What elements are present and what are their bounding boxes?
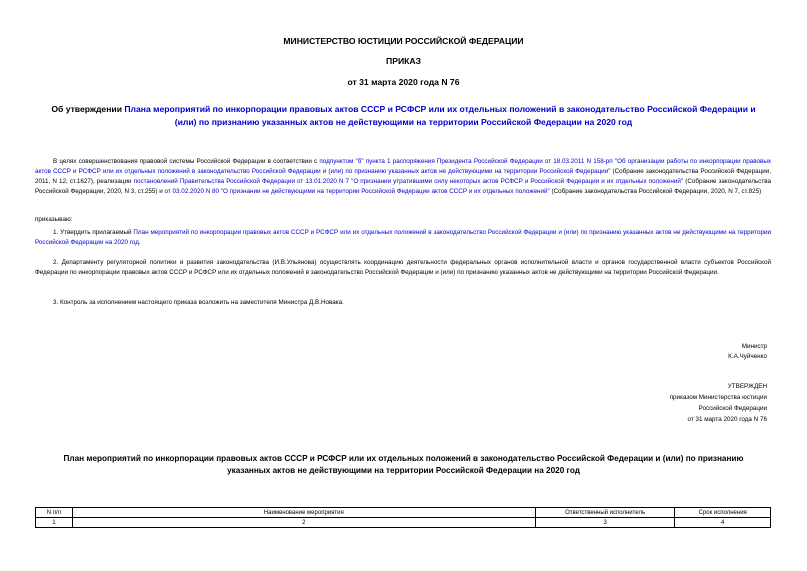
column-header: N п/п — [36, 508, 73, 518]
order-item-3: 3. Контроль за исполнением настоящего приказа возложить на заместителя Министра Д.В.Новака. — [53, 299, 344, 306]
item-1-plan-link[interactable]: План мероприятий по инкорпорации правовых актов СССР и РСФСР или их отдельных положений в законодательство Российской Федерации и (или) по признанию указанных актов не действующими на территории Российской Федерации на 2020 год — [35, 229, 772, 246]
item-1-prefix: 1. Утвердить прилагаемый — [53, 229, 134, 236]
column-header: Ответственный исполнитель — [535, 508, 675, 518]
signatory-name: К.А.Чуйченко — [728, 353, 767, 360]
preamble-text-2: (Собрание законодательства Российской Федерации, 2011, N 12, ст.1627), реализации — [35, 168, 771, 185]
preamble-text-1: В целях совершенствования правовой системы Российской Федерации в соответствии с — [53, 158, 320, 165]
subject-prefix: Об утверждении — [51, 104, 125, 114]
table-cell: 1 — [36, 518, 73, 528]
order-word: приказываю: — [35, 216, 73, 223]
presidential-order-link[interactable]: подпунктом "б" пункта 1 распоряжения Президента Российской Федерации от 18.03.2011 N 158-рп "Об организации работы по инкорпорации правовых актов СССР и РСФСР или их отдельных положений в законодательство Российской Федерации и (или) по признанию указанных актов не действующими на территории Российской Федерации" — [35, 158, 772, 175]
order-date-number: от 31 марта 2020 года N 76 — [347, 77, 460, 87]
document-type-heading: ПРИКАЗ — [386, 56, 421, 66]
column-header: Срок исполнения — [675, 508, 771, 518]
ministry-heading: МИНИСТЕРСТВО ЮСТИЦИИ РОССИЙСКОЙ ФЕДЕРАЦИИ — [283, 36, 524, 46]
order-item-1 — [35, 228, 771, 248]
table-cell: 3 — [535, 518, 675, 528]
table-row — [36, 518, 771, 528]
plan-link[interactable]: Плана мероприятий по инкорпорации правовых актов СССР и РСФСР или их отдельных положений в законодательство Российской Федерации и (или) по признанию указанных актов не действующими на территории Российской Федерации на 2020 год — [124, 104, 756, 127]
government-decree-link-80[interactable]: от 03.02.2020 N 80 "О признании не действующими на территории Российской Федерации актов СССР и их отдельных положений" — [164, 188, 550, 195]
preamble-text-4: (Собрание законодательства Российской Федерации, 2020, N 7, ст.825) — [549, 188, 762, 195]
table-cell: 4 — [675, 518, 771, 528]
column-header: Наименование мероприятия — [72, 508, 535, 518]
order-item-2: 2. Департаменту регуляторной политики и развития законодательства (И.В.Ульянова) осуществлять координацию деятельности федеральных органов исполнительной власти и органов государственной власти субъектов Российской Федерации по инкорпорации правовых актов СССР и РСФСР или их отдельных положений в законодательство Российской Федерации и (или) по признанию указанных актов не действующими на территории Российской Федерации. — [35, 259, 771, 276]
order-subject — [40, 103, 767, 129]
government-decree-link-7[interactable]: постановлений Правительства Российской Федерации от 13.01.2020 N 7 "О признании утратившими силу некоторых актов РСФСР и Российской Федерации и их отдельных положений" — [133, 178, 684, 185]
approved-label: УТВЕРЖДЕН — [727, 383, 767, 390]
approved-country: Российской Федерации — [698, 405, 767, 412]
signature-block — [728, 342, 767, 362]
plan-title: План мероприятий по инкорпорации правовых актов СССР и РСФСР или их отдельных положений в законодательство Российской Федерации и (или) по признанию указанных актов не действующими на территории Российской Федерации на 2020 год — [63, 454, 744, 475]
approval-stamp — [670, 381, 767, 425]
item-1-suffix: . — [138, 239, 141, 246]
table-cell: 2 — [72, 518, 535, 528]
signatory-position: Министр — [741, 343, 767, 350]
approved-by: приказом Министерства юстиции — [669, 394, 767, 401]
approved-date: от 31 марта 2020 года N 76 — [687, 416, 767, 423]
table-header-row — [36, 508, 771, 518]
preamble-text-3: (Собрание законодательства Российской Федерации, 2020, N 3, ст.255) и — [35, 178, 771, 195]
plan-table — [35, 507, 771, 528]
preamble-paragraph — [35, 157, 771, 197]
